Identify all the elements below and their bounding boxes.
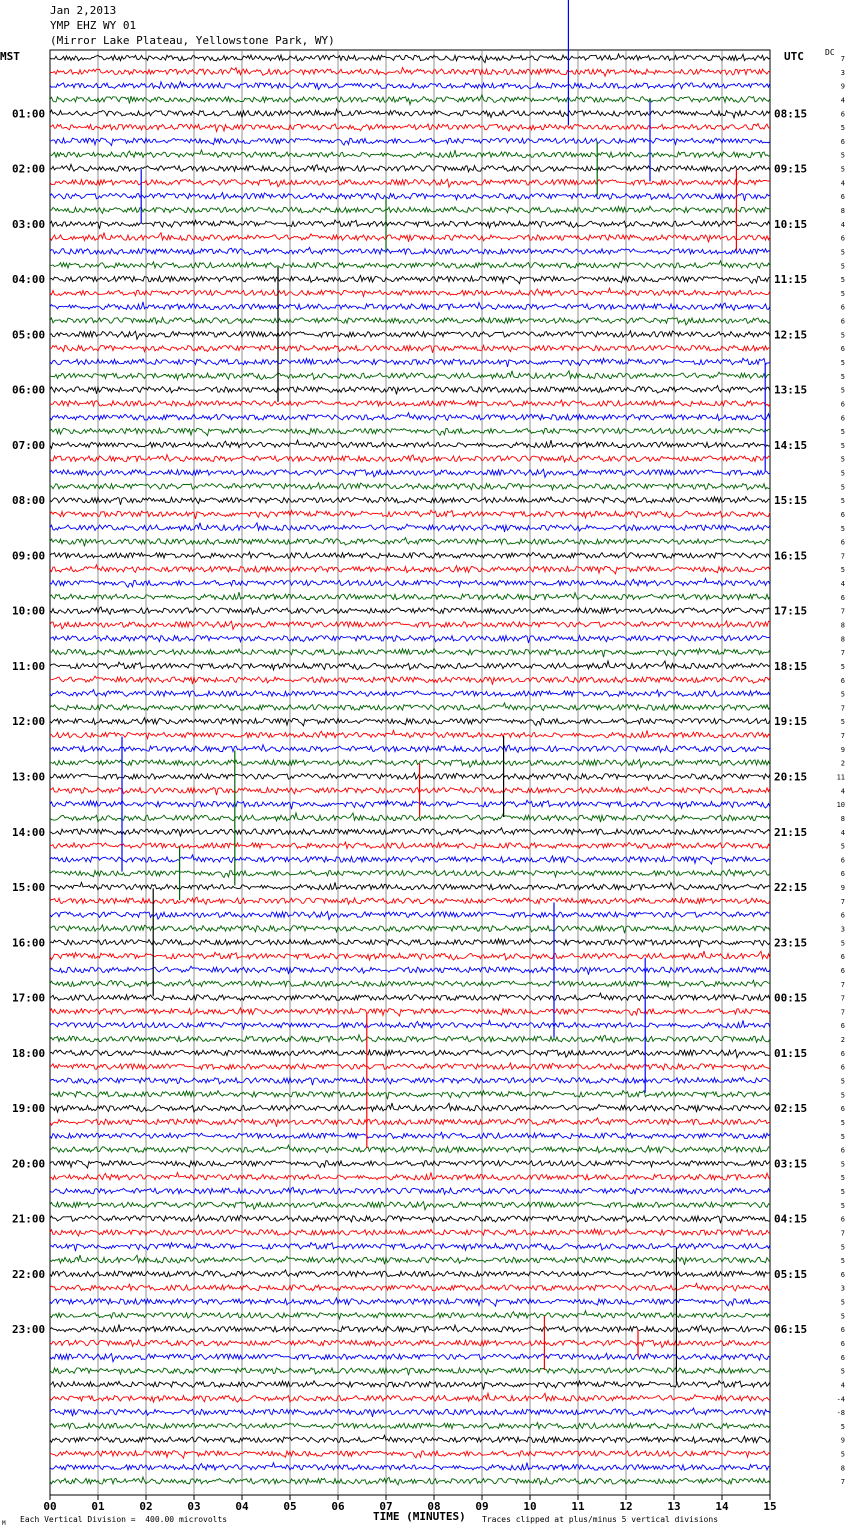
seismogram-trace — [50, 413, 770, 421]
mst-hour-label: 13:00 — [12, 770, 46, 784]
seismogram-trace — [50, 331, 770, 339]
seismogram-trace — [50, 1270, 770, 1277]
dc-offset-value: 5 — [840, 276, 845, 285]
seismogram-trace — [50, 1172, 770, 1180]
dc-offset-value: 6 — [840, 193, 845, 202]
dc-offset-value: 5 — [840, 483, 845, 492]
dc-offset-value: 8 — [840, 814, 845, 823]
seismogram-trace — [50, 1451, 770, 1458]
utc-hour-label: 11:15 — [774, 273, 808, 287]
utc-hour-label: 20:15 — [774, 770, 808, 784]
seismogram-trace — [50, 428, 770, 435]
seismogram-trace — [50, 800, 770, 809]
dc-offset-value: 5 — [840, 358, 845, 367]
mst-hour-label: 19:00 — [12, 1102, 46, 1116]
dc-offset-value: 3 — [840, 925, 845, 934]
dc-offset-value: -4 — [836, 1395, 845, 1404]
dc-offset-value: 5 — [840, 124, 845, 133]
mst-hour-label: 08:00 — [12, 494, 46, 508]
seismogram-trace — [50, 980, 770, 987]
dc-offset-value: 7 — [840, 552, 845, 561]
seismogram-trace — [50, 1187, 770, 1194]
seismogram-trace — [50, 842, 770, 848]
dc-offset-value: 7 — [840, 980, 845, 989]
seismogram-trace — [50, 649, 770, 658]
mst-hour-label: 15:00 — [12, 881, 46, 895]
seismogram-trace — [50, 1020, 770, 1028]
mst-hour-label: 23:00 — [12, 1323, 46, 1337]
dc-offset-value: 6 — [840, 1353, 845, 1362]
seismogram-trace — [50, 1132, 770, 1138]
seismogram-trace — [50, 1393, 770, 1402]
mst-hour-label: 03:00 — [12, 217, 46, 231]
dc-offset-value: 6 — [840, 137, 845, 146]
dc-offset-value: 4 — [840, 580, 845, 589]
x-tick-label: 07 — [379, 1500, 393, 1513]
x-tick-label: 08 — [427, 1500, 441, 1513]
header-location: (Mirror Lake Plateau, Yellowstone Park, WY) — [50, 34, 335, 47]
seismogram-trace — [50, 371, 770, 380]
dc-offset-value: 8 — [840, 206, 845, 215]
utc-hour-label: 04:15 — [774, 1212, 808, 1226]
plot-frame — [50, 50, 770, 1495]
seismogram-trace — [50, 1311, 770, 1319]
mst-hour-label: 20:00 — [12, 1157, 46, 1171]
seismogram-trace — [50, 951, 770, 960]
dc-offset-value: 6 — [840, 317, 845, 326]
dc-offset-value: 7 — [840, 1229, 845, 1238]
seismogram-trace — [50, 469, 770, 477]
dc-offset-value: 5 — [840, 1091, 845, 1100]
seismogram-trace — [50, 1353, 770, 1361]
dc-offset-value: 4 — [840, 220, 845, 229]
seismogram-trace — [50, 497, 770, 505]
seismogram-trace — [50, 193, 770, 201]
mst-hour-label: 14:00 — [12, 825, 46, 839]
seismogram-trace — [50, 247, 770, 254]
dc-offset-value: 5 — [840, 428, 845, 437]
seismogram-trace — [50, 1477, 770, 1485]
seismogram-trace — [50, 565, 770, 574]
mst-hour-label: 12:00 — [12, 715, 46, 729]
dc-offset-value: 5 — [840, 1367, 845, 1376]
utc-hour-label: 16:15 — [774, 549, 808, 563]
dc-offset-value: 6 — [840, 510, 845, 519]
x-tick-label: 09 — [475, 1500, 489, 1513]
utc-hour-label: 17:15 — [774, 604, 808, 618]
seismogram-trace — [50, 345, 770, 352]
dc-offset-value: 5 — [840, 1422, 845, 1431]
dc-offset-value: 5 — [840, 497, 845, 506]
seismogram-trace — [50, 179, 770, 187]
dc-offset-value: 6 — [840, 911, 845, 920]
utc-hour-label: 18:15 — [774, 659, 808, 673]
dc-offset-value: 6 — [840, 1340, 845, 1349]
dc-offset-value: 6 — [840, 303, 845, 312]
mst-hour-label: 06:00 — [12, 383, 46, 397]
seismogram-trace — [50, 95, 770, 105]
seismogram-trace — [50, 276, 770, 284]
right-timezone-label: UTC — [784, 50, 804, 63]
dc-offset-value: -8 — [836, 1409, 845, 1418]
seismogram-trace — [50, 538, 770, 547]
dc-offset-value: 5 — [840, 1298, 845, 1307]
dc-offset-value: 7 — [840, 704, 845, 713]
seismogram-trace — [50, 1381, 770, 1390]
dc-offset-value: 5 — [840, 151, 845, 160]
seismogram-trace — [50, 661, 770, 670]
utc-hour-label: 12:15 — [774, 328, 808, 342]
dc-offset-value: 5 — [840, 386, 845, 395]
utc-hour-label: 13:15 — [774, 383, 808, 397]
seismogram-trace — [50, 261, 770, 269]
seismogram-trace — [50, 206, 770, 213]
x-tick-label: 00 — [43, 1500, 57, 1513]
seismogram-trace — [50, 1008, 770, 1016]
seismogram-trace — [50, 1050, 770, 1058]
seismogram-trace — [50, 966, 770, 975]
dc-offset-value: 7 — [840, 897, 845, 906]
utc-hour-label: 01:15 — [774, 1046, 808, 1060]
utc-hour-label: 10:15 — [774, 217, 808, 231]
seismogram-trace — [50, 1035, 770, 1043]
mst-hour-label: 17:00 — [12, 991, 46, 1005]
seismogram-trace — [50, 386, 770, 395]
x-tick-label: 04 — [235, 1500, 249, 1513]
mst-hour-label: 04:00 — [12, 273, 46, 287]
seismogram-trace — [50, 510, 770, 519]
dc-offset-value: 7 — [840, 649, 845, 658]
utc-hour-label: 06:15 — [774, 1323, 808, 1337]
dc-offset-value: 5 — [840, 1312, 845, 1321]
seismogram-trace — [50, 220, 770, 229]
seismogram-trace — [50, 676, 770, 685]
seismogram-trace — [50, 1463, 770, 1471]
dc-offset-value: 4 — [840, 96, 845, 105]
utc-hour-label: 15:15 — [774, 494, 808, 508]
mst-hour-label: 16:00 — [12, 936, 46, 950]
seismogram-trace — [50, 1118, 770, 1127]
x-tick-label: 12 — [619, 1500, 633, 1513]
seismogram-trace — [50, 855, 770, 864]
seismogram-trace — [50, 124, 770, 132]
dc-offset-value: 6 — [840, 538, 845, 547]
seismogram-trace — [50, 68, 770, 77]
mst-hour-label: 11:00 — [12, 659, 46, 673]
dc-offset-value: 5 — [840, 1188, 845, 1197]
corner-mark: M — [2, 1520, 6, 1527]
dc-offset-value: 5 — [840, 1077, 845, 1086]
utc-hour-label: 08:15 — [774, 107, 808, 121]
dc-offset-value: 4 — [840, 1381, 845, 1390]
dc-offset-value: 5 — [840, 248, 845, 257]
dc-offset-value: 6 — [840, 966, 845, 975]
seismogram-trace — [50, 718, 770, 726]
seismogram-trace — [50, 288, 770, 296]
seismogram-trace — [50, 1202, 770, 1210]
clip-note: Traces clipped at plus/minus 5 vertical divisions — [482, 1515, 719, 1524]
utc-hour-label: 03:15 — [774, 1157, 808, 1171]
seismogram-trace — [50, 870, 770, 878]
seismogram-trace — [50, 690, 770, 697]
seismogram-trace — [50, 54, 770, 63]
dc-offset-value: 7 — [840, 607, 845, 616]
seismogram-trace — [50, 1215, 770, 1223]
utc-hour-label: 23:15 — [774, 936, 808, 950]
dc-offset-value: 5 — [840, 289, 845, 298]
dc-offset-value: 6 — [840, 593, 845, 602]
header-station: YMP EHZ WY 01 — [50, 19, 137, 32]
seismogram-trace — [50, 1408, 770, 1417]
seismogram-trace — [50, 1091, 770, 1100]
scale-note: Each Vertical Division = 400.00 microvolts — [20, 1515, 228, 1524]
seismogram-trace — [50, 578, 770, 587]
seismogram-trace — [50, 760, 770, 768]
mst-hour-label: 10:00 — [12, 604, 46, 618]
mst-hour-label: 01:00 — [12, 107, 46, 121]
dc-offset-value: 6 — [840, 856, 845, 865]
mst-hour-label: 09:00 — [12, 549, 46, 563]
dc-offset-value: 5 — [840, 1160, 845, 1169]
dc-offset-value: 5 — [840, 1257, 845, 1266]
seismogram-trace — [50, 1103, 770, 1112]
dc-offset-value: 9 — [840, 884, 845, 893]
seismogram-trace — [50, 1283, 770, 1291]
seismogram-trace — [50, 1368, 770, 1375]
seismogram-trace — [50, 552, 770, 558]
seismogram-trace — [50, 993, 770, 1001]
x-tick-label: 10 — [523, 1500, 537, 1513]
seismogram-trace — [50, 1161, 770, 1168]
dc-offset-value: 3 — [840, 68, 845, 77]
mst-hour-label: 02:00 — [12, 162, 46, 176]
dc-offset-value: 5 — [840, 939, 845, 948]
dc-offset-value: 6 — [840, 414, 845, 423]
dc-offset-value: 5 — [840, 1450, 845, 1459]
dc-offset-value: 11 — [836, 773, 845, 782]
seismogram-trace — [50, 1063, 770, 1070]
dc-offset-value: 6 — [840, 110, 845, 119]
seismogram-trace — [50, 150, 770, 158]
dc-offset-value: 9 — [840, 82, 845, 91]
seismogram-trace — [50, 1243, 770, 1252]
seismogram-trace — [50, 302, 770, 310]
seismogram-trace — [50, 882, 770, 890]
x-tick-label: 06 — [331, 1500, 345, 1513]
dc-offset-value: 5 — [840, 524, 845, 533]
dc-offset-value: 2 — [840, 759, 845, 768]
utc-hour-label: 02:15 — [774, 1102, 808, 1116]
mst-hour-label: 18:00 — [12, 1046, 46, 1060]
seismogram-trace — [50, 1298, 770, 1306]
dc-offset-value: 9 — [840, 745, 845, 754]
seismogram-trace — [50, 925, 770, 933]
utc-hour-label: 14:15 — [774, 438, 808, 452]
seismogram-trace — [50, 164, 770, 172]
dc-offset-value: 7 — [840, 994, 845, 1003]
dc-offset-value: 6 — [840, 870, 845, 879]
utc-hour-label: 21:15 — [774, 825, 808, 839]
dc-offset-value: 5 — [840, 662, 845, 671]
seismogram-trace — [50, 1435, 770, 1443]
dc-offset-value: 5 — [840, 1201, 845, 1210]
dc-offset-value: 5 — [840, 718, 845, 727]
dc-offset-value: 6 — [840, 953, 845, 962]
x-axis-title: TIME (MINUTES) — [373, 1510, 466, 1523]
seismogram-trace — [50, 607, 770, 614]
dc-offset-value: 6 — [840, 1063, 845, 1072]
seismogram-trace — [50, 1145, 770, 1153]
x-tick-label: 11 — [571, 1500, 585, 1513]
header-date: Jan 2,2013 — [50, 4, 117, 17]
left-timezone-label: MST — [0, 50, 20, 63]
dc-offset-value: 6 — [840, 676, 845, 685]
utc-hour-label: 22:15 — [774, 881, 808, 895]
seismogram-trace — [50, 912, 770, 920]
x-tick-label: 01 — [91, 1500, 105, 1513]
seismogram-trace — [50, 636, 770, 643]
seismogram-trace — [50, 318, 770, 325]
seismogram-trace — [50, 787, 770, 795]
seismogram-trace — [50, 592, 770, 600]
seismogram-trace — [50, 1255, 770, 1265]
dc-offset-value: 5 — [840, 331, 845, 340]
seismogram-trace — [50, 483, 770, 490]
seismogram-trace — [50, 1423, 770, 1429]
seismogram-trace — [50, 621, 770, 629]
seismogram-trace — [50, 82, 770, 90]
dc-offset-value: 8 — [840, 1464, 845, 1473]
seismogram-trace — [50, 138, 770, 145]
seismogram-trace — [50, 745, 770, 753]
seismogram-trace — [50, 828, 770, 837]
seismogram-trace — [50, 897, 770, 904]
mst-hour-label: 05:00 — [12, 328, 46, 342]
dc-offset-value: 6 — [840, 1105, 845, 1114]
mst-hour-label: 22:00 — [12, 1267, 46, 1281]
seismogram-trace — [50, 233, 770, 243]
seismogram-trace — [50, 455, 770, 463]
dc-offset-value: 7 — [840, 55, 845, 63]
seismogram-trace — [50, 703, 770, 711]
dc-offset-value: 5 — [840, 1243, 845, 1252]
seismogram-trace — [50, 939, 770, 948]
x-tick-label: 05 — [283, 1500, 297, 1513]
dc-offset-value: 4 — [840, 787, 845, 796]
seismogram-trace — [50, 773, 770, 780]
seismogram-trace — [50, 1229, 770, 1236]
seismogram-trace — [50, 523, 770, 532]
seismogram-trace — [50, 400, 770, 406]
dc-offset-value: 5 — [840, 1132, 845, 1141]
dc-offset-value: 7 — [840, 732, 845, 741]
dc-offset-value: 6 — [840, 1049, 845, 1058]
dc-offset-value: 5 — [840, 1118, 845, 1127]
seismogram-trace — [50, 813, 770, 822]
x-tick-label: 13 — [667, 1500, 681, 1513]
dc-offset-value: 7 — [840, 1478, 845, 1487]
dc-offset-value: 4 — [840, 179, 845, 188]
seismogram-trace — [50, 358, 770, 367]
dc-offset-value: 2 — [840, 1036, 845, 1045]
seismogram-trace — [50, 730, 770, 738]
dc-offset-value: 6 — [840, 1326, 845, 1335]
utc-hour-label: 05:15 — [774, 1267, 808, 1281]
utc-hour-label: 09:15 — [774, 162, 808, 176]
mst-hour-label: 07:00 — [12, 438, 46, 452]
dc-offset-value: 6 — [840, 234, 845, 243]
mst-hour-label: 21:00 — [12, 1212, 46, 1226]
utc-hour-label: 00:15 — [774, 991, 808, 1005]
dc-label: DC — [825, 48, 835, 57]
utc-hour-label: 19:15 — [774, 715, 808, 729]
dc-offset-value: 8 — [840, 621, 845, 630]
dc-offset-value: 5 — [840, 842, 845, 851]
dc-offset-value: 8 — [840, 635, 845, 644]
dc-offset-value: 6 — [840, 400, 845, 409]
dc-offset-value: 5 — [840, 165, 845, 174]
x-tick-label: 02 — [139, 1500, 153, 1513]
dc-offset-value: 5 — [840, 1174, 845, 1183]
seismogram-trace — [50, 109, 770, 118]
dc-offset-value: 5 — [840, 262, 845, 271]
dc-offset-value: 5 — [840, 469, 845, 478]
dc-offset-value: 9 — [840, 1436, 845, 1445]
seismogram-trace — [50, 440, 770, 448]
dc-offset-value: 6 — [840, 1215, 845, 1224]
seismogram-trace — [50, 1077, 770, 1085]
dc-offset-value: 4 — [840, 828, 845, 837]
seismogram-trace — [50, 1340, 770, 1347]
dc-offset-value: 6 — [840, 1022, 845, 1031]
seismogram-trace — [50, 1324, 770, 1332]
dc-offset-value: 7 — [840, 1008, 845, 1017]
dc-offset-value: 5 — [840, 566, 845, 575]
dc-offset-value: 5 — [840, 690, 845, 699]
x-tick-label: 14 — [715, 1500, 729, 1513]
x-tick-label: 03 — [187, 1500, 201, 1513]
dc-offset-value: 6 — [840, 1270, 845, 1279]
dc-offset-value: 5 — [840, 441, 845, 450]
dc-offset-value: 5 — [840, 372, 845, 381]
dc-offset-value: 5 — [840, 455, 845, 464]
dc-offset-value: 6 — [840, 1146, 845, 1155]
x-tick-label: 15 — [763, 1500, 777, 1513]
dc-offset-value: 10 — [836, 801, 845, 810]
dc-offset-value: 6 — [840, 345, 845, 354]
dc-offset-value: 3 — [840, 1284, 845, 1293]
